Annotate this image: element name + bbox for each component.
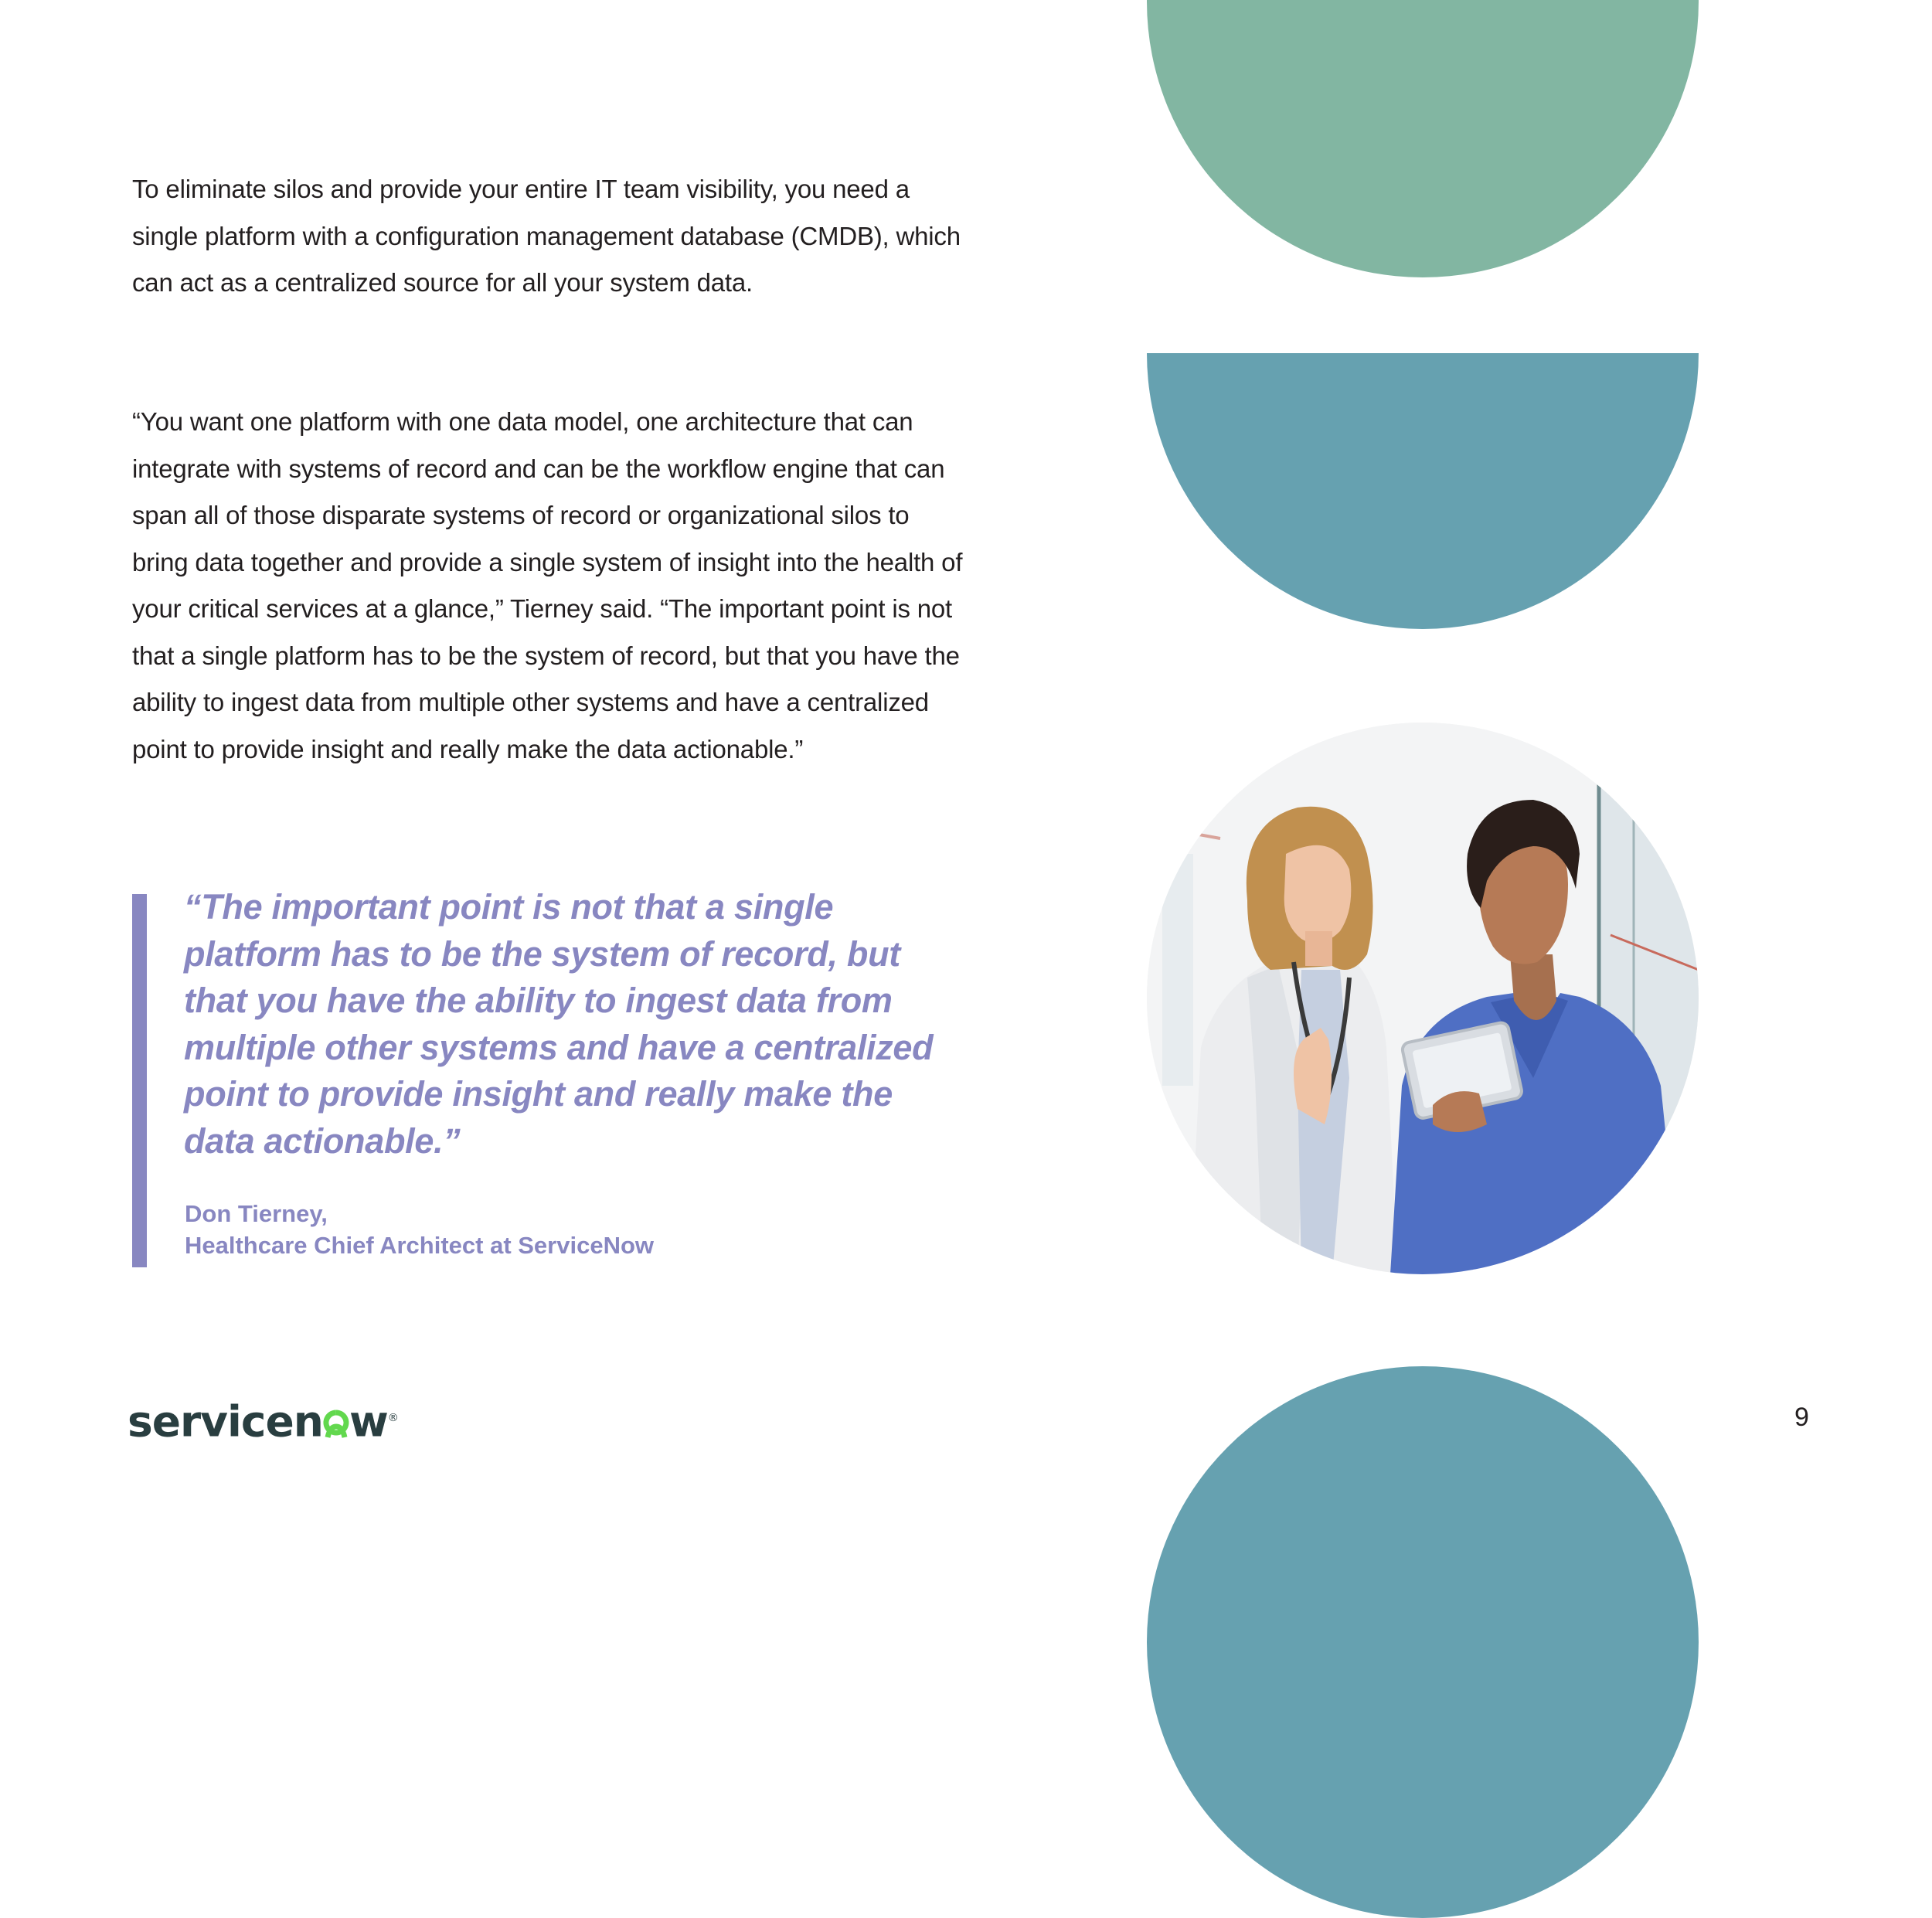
decorative-circle-teal-bottom [1147,1366,1699,1918]
logo-text-before: servicen [128,1396,323,1447]
decorative-circle-green [1147,0,1699,277]
body-paragraph-2: “You want one platform with one data model, one architecture that can integrate with systems of record and can be the workflow engine that can span all of those disparate systems of record or organizational silos to bring data together and provide a single system of insight into the health of your critical services at a glance,” Tierney said. “The important point is not that a single platform has to be the system of record, but that you have the ability to ingest data from multiple other systems and have a centralized point to provide insight and really make the data actionable.” [132,407,963,763]
decorative-half-circle-teal [1147,353,1699,629]
registered-mark: ® [387,1412,398,1424]
quote-author-role: Healthcare Chief Architect at ServiceNow [185,1232,655,1259]
logo-text-after: w [349,1396,388,1447]
clinicians-photo [1147,723,1699,1274]
clinicians-illustration [1147,723,1699,1274]
logo-o-mark-icon [323,1408,349,1439]
quote-author: Don Tierney, [185,1200,328,1227]
page-number: 9 [1794,1403,1809,1432]
quote-accent-bar [132,894,147,1267]
servicenow-logo [128,1391,398,1445]
body-paragraph-1: To eliminate silos and provide your entire IT team visibility, you need a single platform with a configuration management database (CMDB), which can act as a centralized source for all your system data. [132,175,961,297]
pull-quote: “The important point is not that a single platform has to be the system of record, but that you have the ability to ingest data from multiple other systems and have a centralized point to provide insight and really make the data actionable.” [184,887,934,1161]
quote-attribution [185,1198,880,1261]
